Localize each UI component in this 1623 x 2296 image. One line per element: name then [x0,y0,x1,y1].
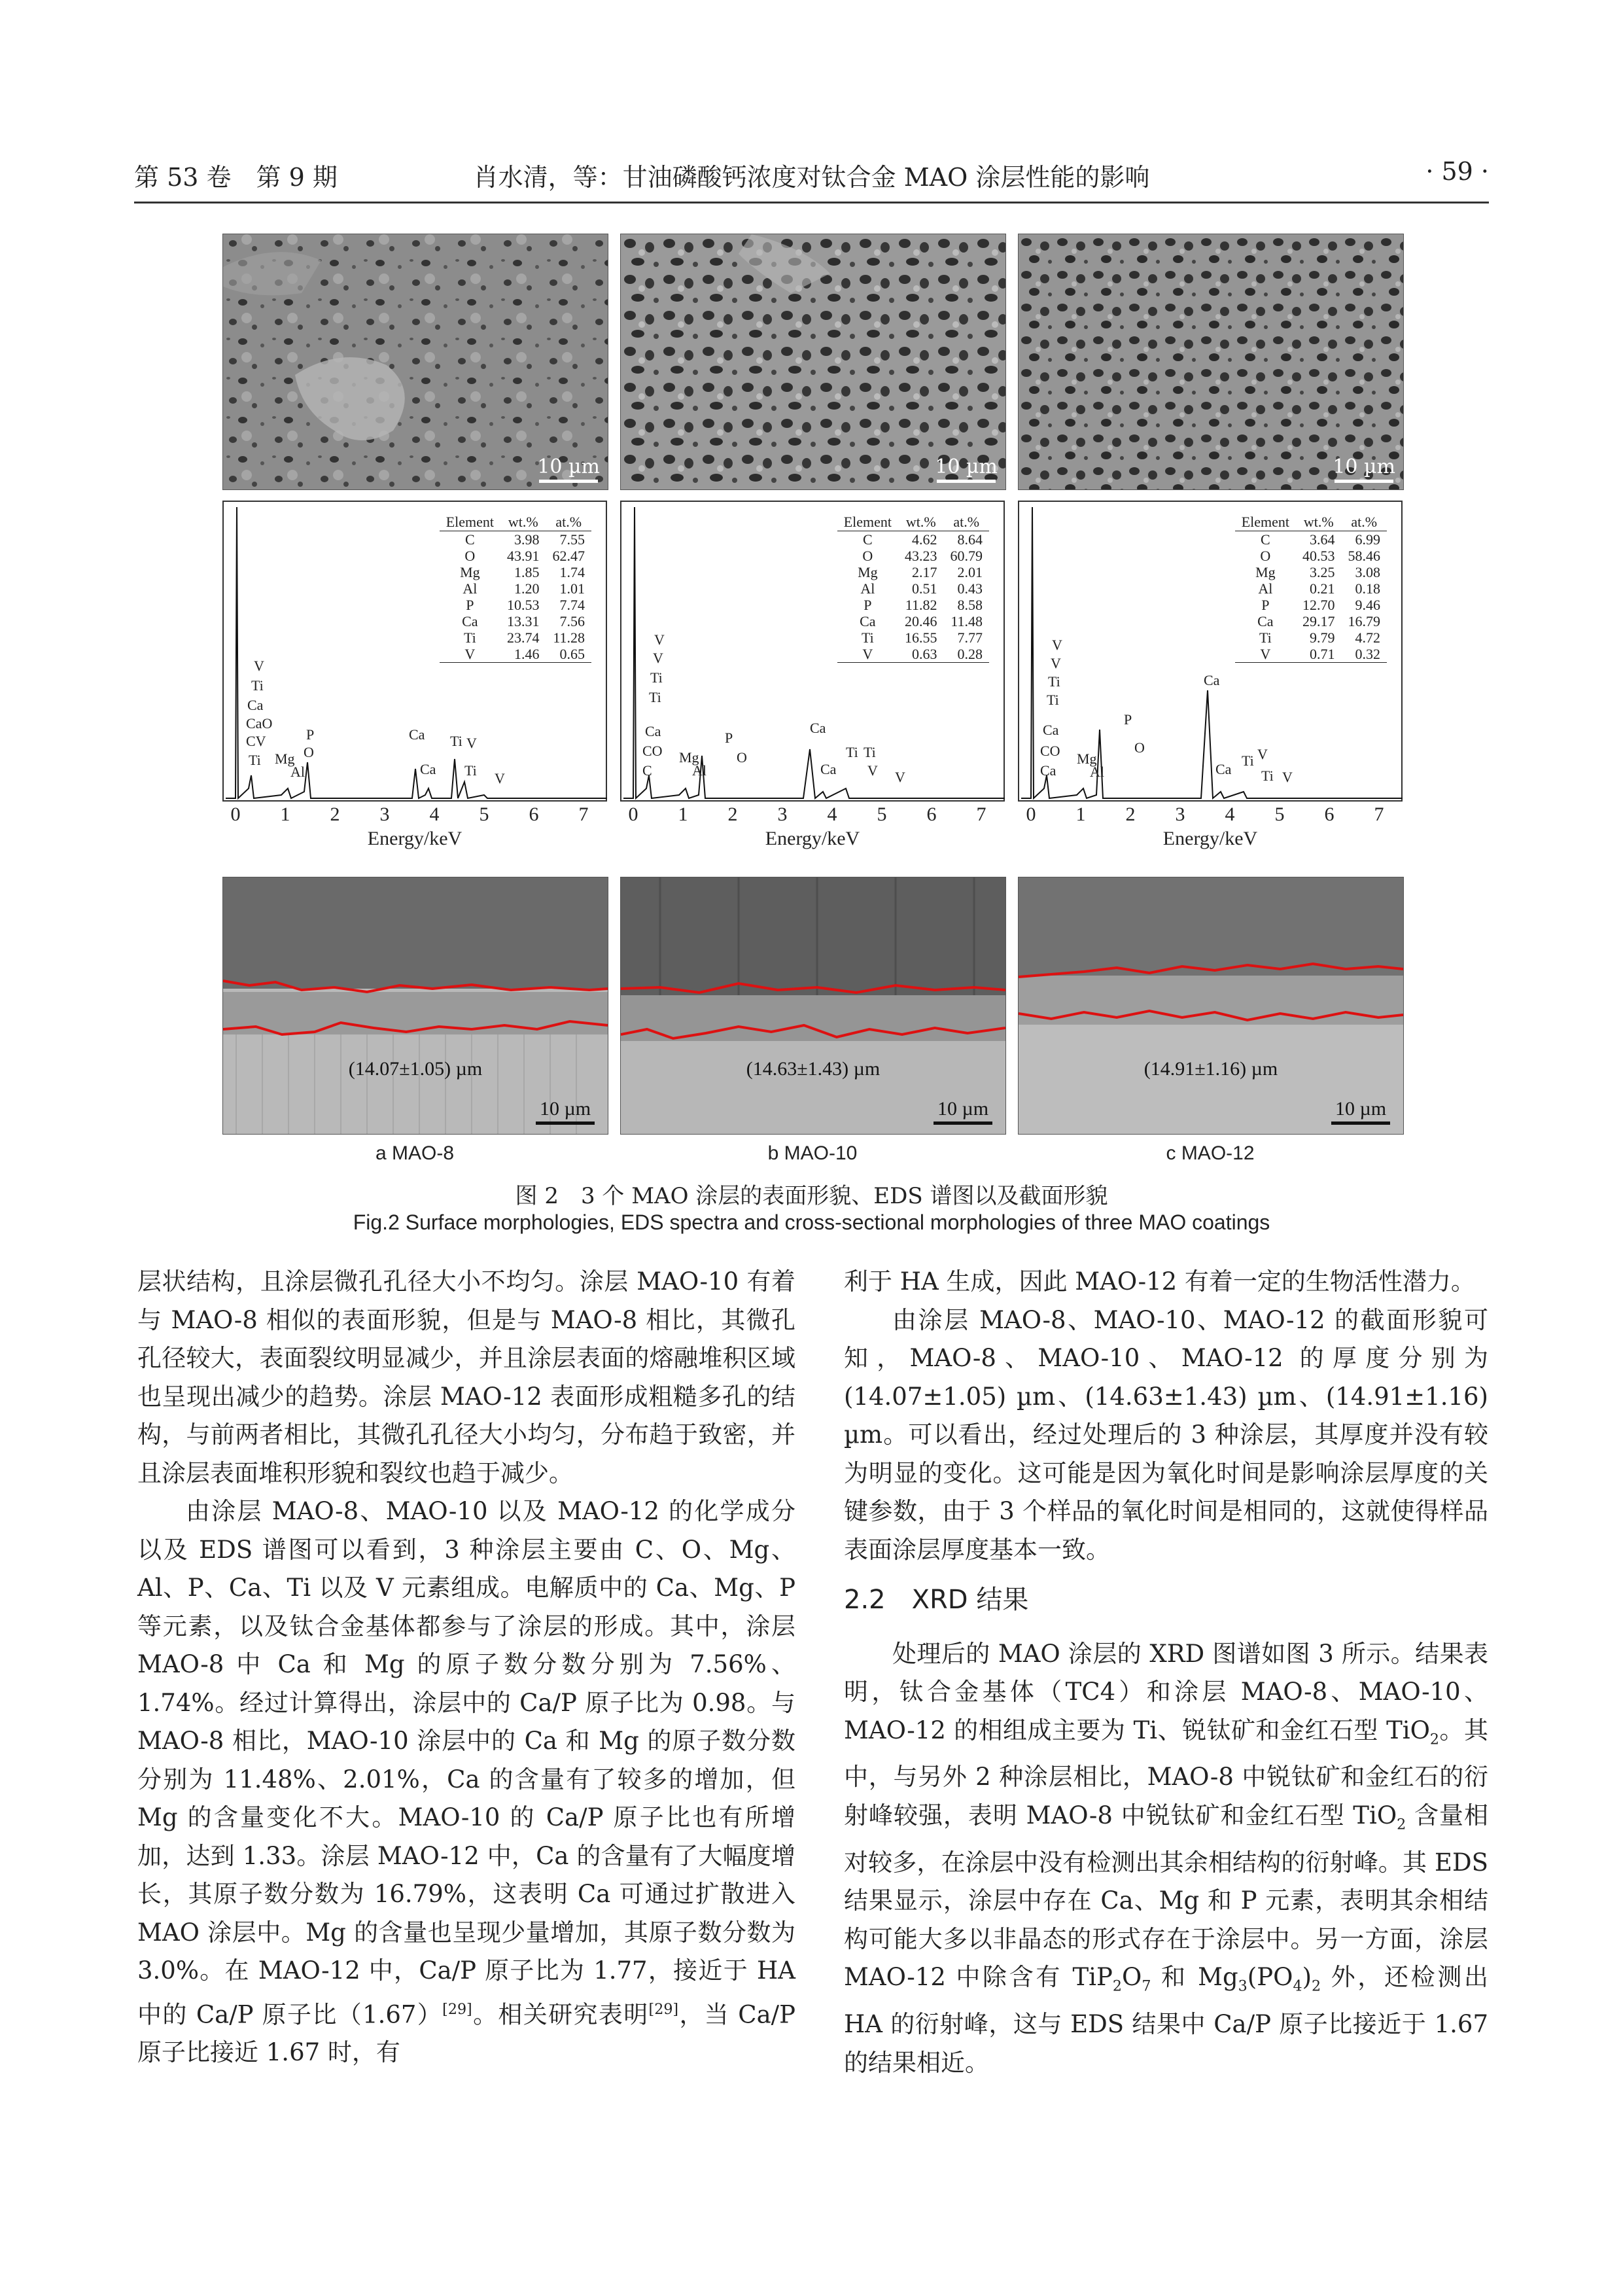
eds-spectrum-mao-12 [1018,501,1403,802]
peak-label: Mg [275,751,295,767]
peak-label: Ca [409,726,425,743]
sem-image-mao-12 [1018,234,1404,490]
peak-label: Ti [249,752,261,768]
peak-label: Al [290,764,305,780]
paragraph: 利于 HA 生成，因此 MAO-12 有着一定的生物活性潜力。 [844,1267,1475,1296]
peak-label: Ca [1040,762,1056,779]
peak-label: Ti [1261,768,1274,784]
peak-label: Ti [649,689,661,705]
peak-label: V [466,735,477,751]
peak-label: CO [642,743,663,759]
peak-label: Ti [650,669,663,686]
peak-label: Ti [464,762,477,779]
subfigure-label-b: b MAO-10 [767,1142,858,1164]
peak-label: O [304,744,314,760]
eds-table: Element wt.% at.% C 3.98 7.55 O 43.91 62.47 Mg 1.85 1.74 Al 1.20 1.01 P 10.53 7.74 Ca 13.31 7.56 Ti 23.74 11.28 V 1.46 0.65 [440,514,591,663]
peak-label: Ti [450,733,462,749]
peak-label: CO [1040,743,1060,759]
eds-x-axis: 0 1 2 3 4 5 6 7 [628,804,986,825]
peak-label: Ca [810,720,826,736]
peak-label: V [495,770,505,786]
paragraph: 由涂层 MAO-8、MAO-10 以及 MAO-12 的化学成分以及 EDS 谱图可以看到，3 种涂层主要由 C、O、Mg、Al、P、Ca、Ti 以及 V 元素组成。电解质中的 Ca、Mg、P 等元素，以及钛合金基体都参与了涂层的形成。其中，涂层 MAO-8 中 Ca 和 Mg 的原子数分数分别为 7.56%、1.74%。经过计算得出，涂层中的 Ca/P 原子比为 0.98。与 MAO-8 相比，MAO-10 涂层中的 Ca 和 Mg 的原子数分数分别为 11.48%、2.01%，Ca 的含量有了较多的增加，但 Mg 的含量变化不大。MAO-10 的 Ca/P 原子比也有所增加，达到 1.33。涂层 MAO-12 中，Ca 的含量有了大幅度增长，其原子数分数为 16.79%，这表明 Ca 可通过扩散进入 MAO 涂层中。Mg 的含量也呈现少量增加，其原子数分数为 3.0%。在 MAO-12 中，Ca/P 原子比为 1.77，接近于 HA 中的 Ca/P 原子比（1.67）[29]。相关研究表明[29]，当 Ca/P 原子比接近 1.67 时，有 [137,1497,795,2067]
peak-label: Ca [420,761,436,777]
eds-x-label: Energy/keV [1162,828,1258,849]
peak-label: Mg [679,749,699,766]
thickness-label: (14.07±1.05) µm [348,1058,483,1080]
peak-label: V [1052,637,1062,653]
peak-label: O [737,749,747,766]
eds-spectrum-mao-8 [222,501,607,802]
scale-bar: 10 µm [935,455,998,483]
subfigure-label-a: a MAO-8 [375,1142,455,1164]
peak-label: CaO [246,715,273,732]
peak-label: V [254,658,264,674]
text-column-left [137,1263,795,2072]
running-title: 肖水清，等：甘油磷酸钙浓度对钛合金 MAO 涂层性能的影响 [473,163,1150,192]
peak-label: Ca [1204,672,1220,688]
peak-label: Ti [251,677,264,694]
section-heading: 2.2 XRD 结果 [844,1585,1029,1615]
peak-label: Ca [247,697,264,713]
paragraph: 处理后的 MAO 涂层的 XRD 图谱如图 3 所示。结果表明，钛合金基体（TC4）和涂层 MAO-8、MAO-10、MAO-12 的相组成主要为 Ti、锐钛矿和金红石型 TiO$_2$。其中，与另外 2 种涂层相比，MAO-8 中锐钛矿和金红石的衍射峰较强，表明 MAO-8 中锐钛矿和金红石型 TiO$_2$ 含量相对较多，在涂层中没有检测出其余相结构的衍射峰。其 EDS 结果显示，涂层中存在 Ca、Mg 和 P 元素，表明其余相结构可能大多以非晶态的形式存在于涂层中。另一方面，涂层 MAO-12 中除含有 $TiP_2O_7$ 和 $Mg_3(PO_4)_2$ 外，还检测出 HA 的衍射峰，这与 EDS 结果中 Ca/P 原子比接近于 1.67 的结果相近。 [844,1639,1489,2077]
eds-x-label: Energy/keV [765,828,860,849]
citation[interactable]: [29] [648,2000,679,2018]
running-header [134,157,1489,203]
sem-image-mao-10 [620,234,1006,490]
peak-label: Ca [645,723,661,739]
thickness-label: (14.91±1.16) µm [1143,1058,1278,1080]
peak-label: Ti [846,744,858,760]
subfigure-label-c: c MAO-12 [1166,1142,1255,1164]
peak-label: Ca [1043,722,1059,738]
peak-label: P [306,726,315,743]
eds-table: Element wt.% at.% C 4.62 8.64 O 43.23 60.79 Mg 2.17 2.01 Al 0.51 0.43 P 11.82 8.58 Ca 20.46 11.48 Ti 16.55 7.77 V 0.63 0.28 [837,514,989,663]
cross-section-mao-12 [1018,877,1404,1135]
eds-spectrum-mao-10 [620,501,1005,802]
peak-label: P [1124,711,1132,728]
cross-section-mao-10 [620,877,1006,1135]
peak-label: V [653,650,663,666]
paragraph: 层状结构，且涂层微孔孔径大小不均匀。涂层 MAO-10 有着与 MAO-8 相似的表面形貌，但是与 MAO-8 相比，其微孔孔径较大，表面裂纹明显减少，并且涂层表面的熔融堆积区域也呈现出减少的趋势。涂层 MAO-12 表面形成粗糙多孔的结构，与前两者相比，其微孔孔径大小均匀，分布趋于致密，并且涂层表面堆积形貌和裂纹也趋于减少。 [137,1267,795,1487]
peak-label: Ti [1242,752,1254,769]
eds-x-axis: 0 1 2 3 4 5 6 7 [1026,804,1384,825]
text-column-right [844,1263,1488,2082]
scale-bar: 10 µm [1333,455,1395,483]
header-rule [134,202,1489,203]
peak-label: O [1134,739,1145,756]
peak-label: V [1282,769,1293,785]
peak-label: V [1257,746,1268,762]
cross-section-mao-8 [222,877,608,1135]
figure-caption-en: Fig.2 Surface morphologies, EDS spectra and cross-sectional morphologies of three MAO coatings [353,1210,1270,1234]
citation[interactable]: [29] [442,2000,472,2018]
peak-label: Ti [1047,692,1059,708]
paragraph: 由涂层 MAO-8、MAO-10、MAO-12 的截面形貌可知，MAO-8、MAO-10、MAO-12 的厚度分别为 (14.07±1.05) µm、(14.63±1.43) µm、(14.91±1.16) µm。可以看出，经过处理后的 3 种涂层，其厚度并没有较为明显的变化。这可能是因为氧化时间是影响涂层厚度的关键参数，由于 3 个样品的氧化时间是相同的，这就使得样品表面涂层厚度基本一致。 [844,1305,1488,1564]
peak-label: V [654,631,665,648]
scale-bar: 10 µm [537,455,600,483]
scale-bar: 10 µm [934,1098,992,1125]
peak-label: CV [246,733,266,749]
peak-label: V [895,769,905,785]
eds-x-label: Energy/keV [367,828,462,849]
peak-label: Al [692,762,707,779]
scale-bar: 10 µm [536,1098,595,1125]
eds-table: Element wt.% at.% C 3.64 6.99 O 40.53 58.46 Mg 3.25 3.08 Al 0.21 0.18 P 12.70 9.46 Ca 29.17 16.79 Ti 9.79 4.72 V 0.71 0.32 [1235,514,1387,663]
peak-label: V [1051,655,1061,671]
peak-label: Al [1090,764,1104,780]
page-number: · 59 · [1425,157,1489,186]
peak-label: Ti [864,744,876,760]
scale-bar: 10 µm [1331,1098,1390,1125]
peak-label: C [642,762,652,779]
figure-caption-cn: 图 2 3 个 MAO 涂层的表面形貌、EDS 谱图以及截面形貌 [515,1183,1108,1209]
peak-label: Ca [820,761,837,777]
peak-label: Ti [1048,673,1060,690]
thickness-label: (14.63±1.43) µm [746,1058,881,1080]
peak-label: V [867,762,878,779]
peak-label: P [725,730,733,746]
eds-x-axis: 0 1 2 3 4 5 6 7 [230,804,589,825]
sem-image-mao-8 [222,234,608,490]
peak-label: Ca [1215,761,1232,777]
volume-issue: 第 53 卷 第 9 期 [134,163,338,192]
peak-label: Mg [1077,751,1097,767]
